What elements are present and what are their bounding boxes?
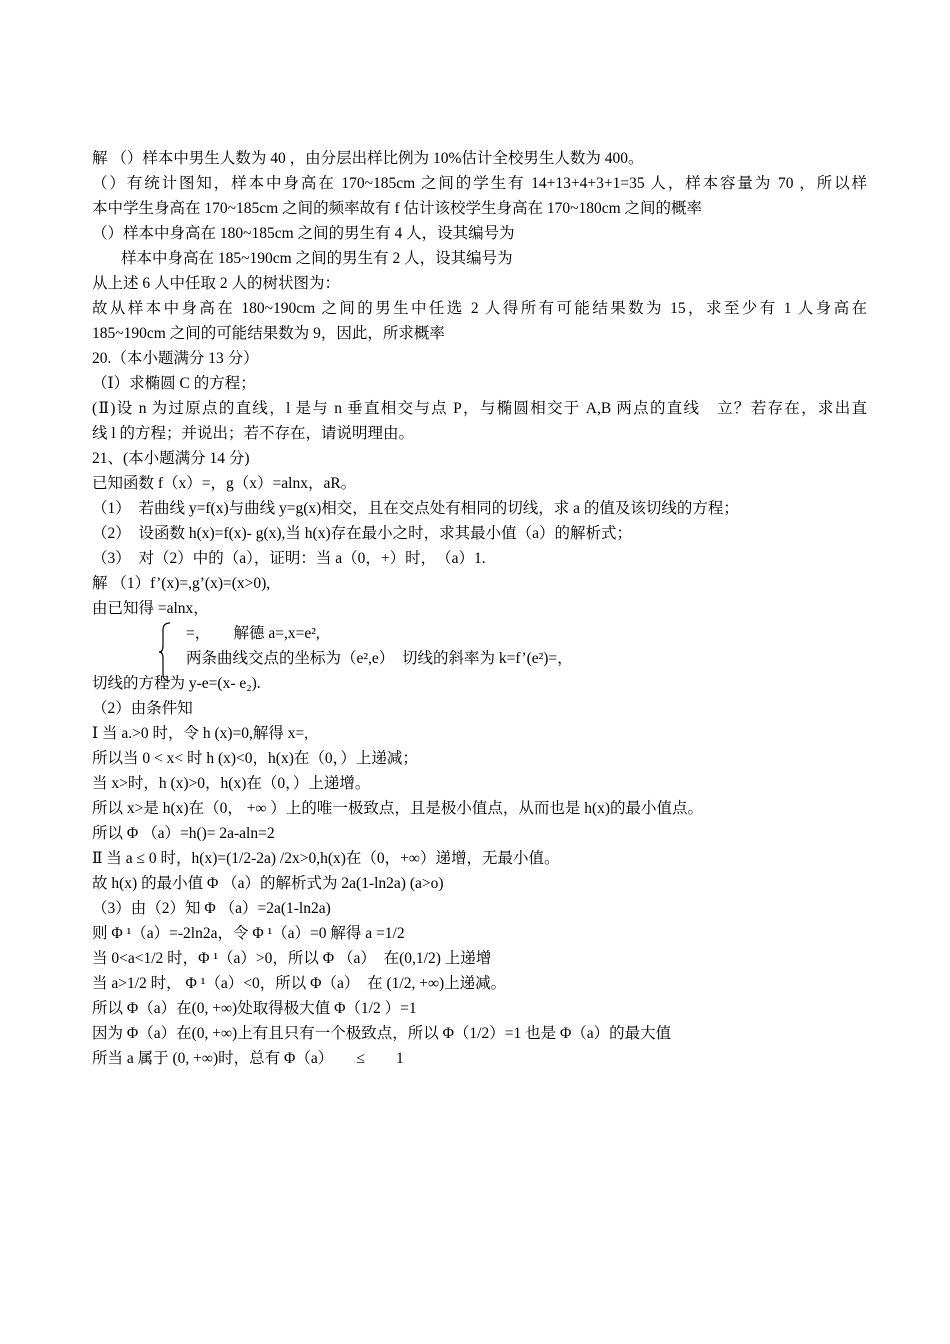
text-line: 故 h(x) 的最小值 Φ （a）的解析式为 2a(1-ln2a) (a>o): [92, 875, 444, 892]
text-line: 当 a>1/2 时， Φ ¹（a）<0，所以 Φ（a） 在 (1/2, +∞)上递减。: [92, 975, 507, 992]
text-line: 所以 x>是 h(x)在（0， +∞ ）上的唯一极致点，且是极小值点，从而也是 h(x)的最小值点。: [92, 800, 704, 817]
text-line: 已知函数 f（x）=，g（x）=alnx，aR。: [92, 475, 357, 492]
text-line: 当 0<a<1/2 时，Φ ¹（a）>0，所以 Φ （a） 在(0,1/2) 上递增: [92, 950, 492, 967]
text-line: （1） 若曲线 y=f(x)与曲线 y=g(x)相交，且在交点处有相同的切线，求 a 的值及该切线的方程；: [92, 500, 739, 517]
text-line: 线 l 的方程；并说出；若不存在，请说明理由。: [92, 425, 415, 442]
text-line: 所以当 0 < x< 时 h (x)<0，h(x)在（0，）上递减；: [92, 750, 418, 767]
text-line: 则 Φ ¹（a）=-2ln2a，令 Φ ¹（a）=0 解得 a =1/2: [92, 925, 405, 942]
text-line: （2）由条件知: [92, 700, 193, 717]
text-line: 两条曲线交点的坐标为（e²,e） 切线的斜率为 k=f’(e²)=，: [186, 650, 573, 667]
text-line: 解 （1）f’(x)=,g’(x)=(x>0),: [92, 575, 271, 592]
text-line: 解 （）样本中男生人数为 40 ，由分层出样比例为 10%估计全校男生人数为 400。: [92, 150, 644, 167]
text-line: （Ⅰ）求椭圆 C 的方程；: [92, 375, 256, 392]
section-heading: 20.（本小题满分 13 分）: [92, 350, 259, 367]
text-line: 因为 Φ（a）在(0, +∞)上有且只有一个极致点，所以 Φ（1/2）=1 也是 Φ（a）的最大值: [92, 1025, 672, 1042]
text-line: 所以 Φ（a）在(0, +∞)处取得极大值 Φ（1/2 ）=1: [92, 1000, 417, 1017]
section-heading: 21、(本小题满分 14 分): [92, 450, 250, 467]
text-line: （3） 对（2）中的（a），证明：当 a（0，+）时， （a）1.: [92, 550, 486, 567]
text-line: Ⅰ 当 a.>0 时，令 h (x)=0,解得 x=,: [92, 725, 309, 742]
text-line: 切线的方程为 y-e=(x- e₂).: [92, 675, 261, 692]
text-line: （）有统计图知，样本中身高在 170~185cm 之间的学生有 14+13+4+3+1=35 人，样本容量为 70 ，所以样: [92, 175, 867, 192]
text-line: 所以 Φ （a）=h()= 2a-aln=2: [92, 825, 275, 842]
text-line: （）样本中身高在 180~185cm 之间的男生有 4 人，设其编号为: [92, 225, 515, 242]
text-line: 当 x>时，h (x)>0，h(x)在（0，）上递增。: [92, 775, 371, 792]
text-line: 185~190cm 之间的可能结果数为 9，因此，所求概率: [92, 325, 445, 342]
text-line: （3）由（2）知 Φ （a）=2a(1-ln2a): [92, 900, 331, 917]
text-line: 样本中身高在 185~190cm 之间的男生有 2 人，设其编号为: [121, 250, 513, 267]
text-line: =， 解德 a=,x=e²,: [186, 625, 320, 642]
text-line: 从上述 6 人中任取 2 人的树状图为：: [92, 275, 341, 292]
text-line: 故从样本中身高在 180~190cm 之间的男生中任选 2 人得所有可能结果数为 15，求至少有 1 人身高在: [92, 300, 867, 317]
text-line: 本中学生身高在 170~185cm 之间的频率故有 f 估计该校学生身高在 170~180cm 之间的概率: [92, 200, 703, 217]
text-line: 所当 a 属于 (0, +∞)时，总有 Φ（a） ≤ 1: [92, 1050, 404, 1067]
text-line: (Ⅱ)设 n 为过原点的直线，l 是与 n 垂直相交与点 P，与椭圆相交于 A,B 两点的直线 立？若存在，求出直: [92, 400, 867, 417]
text-line: Ⅱ 当 a ≤ 0 时，h(x)=(1/2-2a) /2x>0,h(x)在（0，+∞）递增，无最小值。: [92, 850, 560, 867]
text-line: 由已知得 =alnx，: [92, 600, 209, 617]
text-line: （2） 设函数 h(x)=f(x)- g(x),当 h(x)存在最小之时，求其最小值（a）的解析式；: [92, 525, 632, 542]
